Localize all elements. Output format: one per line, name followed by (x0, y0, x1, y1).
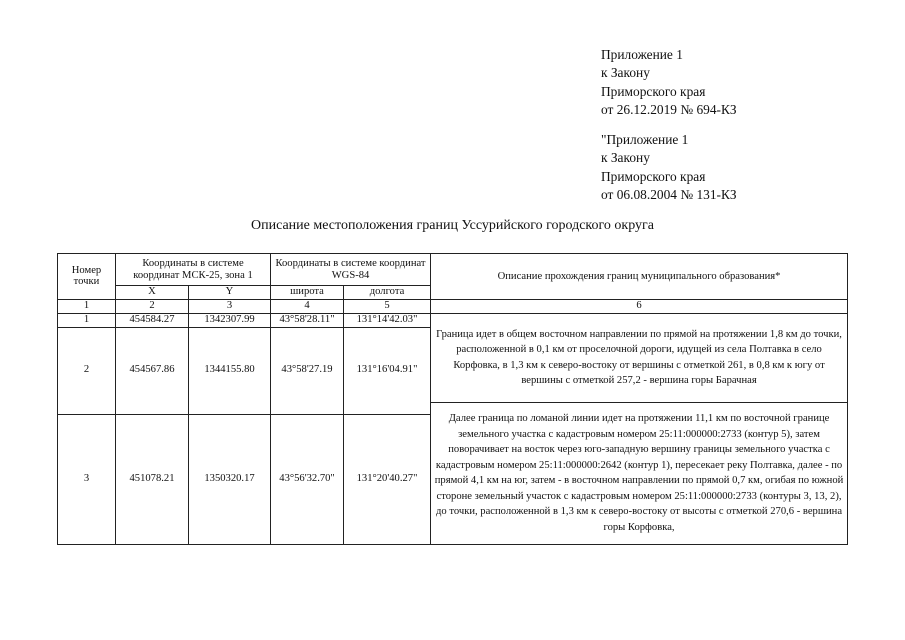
point-number: 1 (58, 313, 116, 327)
column-number: 2 (116, 299, 189, 313)
column-number: 6 (431, 299, 848, 313)
table-header-row (58, 254, 848, 286)
column-number: 3 (189, 299, 271, 313)
longitude: 131°16'04.91" (344, 327, 431, 414)
coordinate-x: 454567.86 (116, 327, 189, 414)
appendix-current-line4: от 26.12.2019 № 694-КЗ (601, 101, 737, 117)
appendix-current-line3: Приморского края (601, 83, 706, 99)
appendix-current-line1: Приложение 1 (601, 47, 683, 62)
coordinate-x: 454584.27 (116, 313, 189, 327)
header-wgs-coordinates: Координаты в системе координат WGS-84 (271, 254, 431, 286)
coordinate-y: 1350320.17 (189, 414, 271, 544)
column-number-row (58, 299, 848, 313)
boundary-description: Граница идет в общем восточном направлении по прямой на протяжении 1,8 км до точки, расположенной в 0,1 км от проселочной дороги, идущей из села Полтавка в село Корфовка, в 1,3 км к северо-востоку от вершины с отметкой 261, в 0,8 км к югу от вершины с отметкой 257,2 - вершина горы Барачная (431, 313, 848, 402)
boundary-table (57, 253, 848, 545)
latitude: 43°58'28.11" (271, 313, 344, 327)
longitude: 131°14'42.03" (344, 313, 431, 327)
coordinate-x: 451078.21 (116, 414, 189, 544)
coordinate-y: 1344155.80 (189, 327, 271, 414)
document-title: Описание местоположения границ Уссурийского городского округа (250, 218, 654, 233)
appendix-original-line1: "Приложение 1 (601, 132, 689, 147)
appendix-current-note (601, 46, 737, 119)
latitude: 43°58'27.19 (271, 327, 344, 414)
boundary-description: Далее граница по ломаной линии идет на протяжении 11,1 км по восточной границе земельного участка с кадастровым номером 25:11:000000:2733 (контур 5), затем поворачивает на восток через юго-западную вершину границы земельного участка с кадастровым номером 25:11:000000:2642 (контур 1), пересекает реку Полтавка, далее - по прямой 4,1 км на юг, затем - в восточном направлении по прямой 0,7 км, огибая по южной стороне земельный участок с кадастровым номером 25:11:000000:2733 (контуры 3, 13, 2), до точки, расположенной в 1,3 км к северо-востоку от высоты с отметкой 270,6 - вершина горы Корфовка, (431, 402, 848, 544)
column-number: 5 (344, 299, 431, 313)
header-longitude: долгота (344, 286, 431, 300)
header-point-number: Номер точки (58, 254, 116, 300)
column-number: 1 (58, 299, 116, 313)
latitude: 43°56'32.70" (271, 414, 344, 544)
appendix-current-line2: к Закону (601, 65, 650, 81)
point-number: 3 (58, 414, 116, 544)
table-row (58, 313, 848, 327)
header-y: Y (189, 286, 271, 300)
header-x: X (116, 286, 189, 300)
point-number: 2 (58, 327, 116, 414)
longitude: 131°20'40.27" (344, 414, 431, 544)
header-description: Описание прохождения границ муниципального образования* (431, 254, 848, 300)
appendix-original-line2: к Закону (601, 150, 650, 166)
appendix-original-note (601, 131, 737, 204)
appendix-original-line3: Приморского края (601, 168, 706, 184)
column-number: 4 (271, 299, 344, 313)
appendix-original-line4: от 06.08.2004 № 131-КЗ (601, 186, 737, 202)
header-latitude: широта (271, 286, 344, 300)
coordinate-y: 1342307.99 (189, 313, 271, 327)
header-msk-coordinates: Координаты в системе координат МСК-25, зона 1 (116, 254, 271, 286)
